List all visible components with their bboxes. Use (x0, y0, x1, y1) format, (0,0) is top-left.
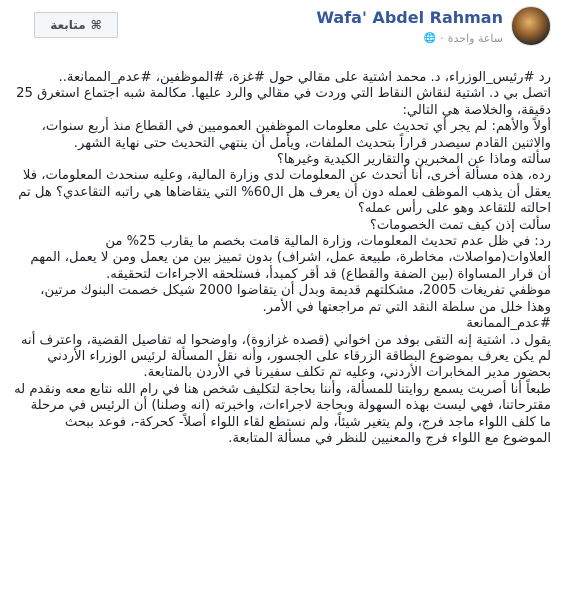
post-line: لم يكن يعرف بموضوع البطاقة الزرقاء على الجسور، وأنه نقل المسألة لرئيس الوزراء الأردني (47, 348, 551, 364)
post-line: ما كلف اللواء ماجد فرج، ولم يتغير شيئاً، ولم نستطع لقاء اللواء أصلاً- كحركة-، فوعد ببحث (64, 414, 551, 430)
post-line: سألت إذن كيف تمت الخصومات؟ (369, 217, 551, 233)
post-line: موظفي تفريغات 2005، مشكلتهم قديمة وبدل أن يتقاضوا 2000 شيكل خصمت البنوك مرتين، (40, 283, 551, 299)
author-name[interactable]: Wafa' Abdel Rahman (316, 8, 503, 27)
post-line: دقيقة، والخلاصة هي التالي: (402, 102, 551, 118)
post-header (0, 0, 565, 62)
post-line: بحضور مدير المخابرات الأردني، وعليه تم تكلف سفيرنا في الأردن بالمتابعة. (143, 365, 551, 381)
post-line: أولاً والأهم: لم يجر أي تحديث على معلومات الموظفين العموميين في القطاع منذ أربع سنوات، (41, 119, 551, 135)
post-line: مقترحاتنا، فهي ليست بهذه السهولة وبحاجة لاجراءات، واخبرته (انه وصلنا) أن الرئيس في مرحلة (30, 398, 551, 414)
rss-icon: ⌘ (90, 18, 102, 32)
meta-separator: · (440, 32, 444, 45)
globe-icon: 🌐 (423, 33, 437, 44)
post-meta (420, 32, 503, 45)
post-line: اتصل بي د. اشتية لنقاش النقاط التي وردت في مقالي والرد عليها. مكالمة شبه اجتماع استغرق 25 (16, 86, 551, 102)
post-line: يقول د. اشتية إنه التقى بوفد من اخواني (قصده غزازوة)، واوضحوا له تفاصيل القضية، واعترف أنه (20, 332, 551, 348)
post-line: رد: في ظل عدم تحديث المعلومات، وزارة المالية قامت بخصم ما يقارب 25% من (105, 234, 551, 250)
post-time[interactable]: ساعة واحدة (447, 32, 503, 45)
avatar[interactable] (511, 6, 551, 46)
post-line: أن قرار المساواة (بين الضفة والقطاع) قد أقر كمبدأ، فستلحقه الاجراءات لتحقيقه. (106, 266, 551, 282)
post-body (12, 70, 551, 447)
post-line: العلاوات(مواصلات، مخاطرة، طبيعة عمل، اشراف) بدون تمييز بين من يعمل ومن لا يعمل، المهم (30, 250, 551, 266)
post-line: رده، هذه مسألة أخرى، أنا أتحدث عن المعلومات لدى وزارة المالية، وعليه سنحدث المعلومات، فلا (22, 168, 551, 184)
post-line: والاثنين القادم سيصدر قراراً بتحديث الملفات، ويأمل أن ينتهي التحديث حتى نهاية الشهر. (73, 135, 551, 151)
post-line: #عدم_الممانعة (466, 316, 551, 332)
post-line: وهذا خلل من سلطة النقد التي تم مراجعتها في الأمر. (262, 299, 551, 315)
post-line: طبعاً أنا أصريت يسمع روايتنا للمسألة، وأننا بحاجة لتكليف شخص هنا في رام الله نتابع معه ونقدم له (14, 381, 551, 397)
follow-button[interactable] (34, 12, 118, 38)
post-line: رد #رئيس_الوزراء، د. محمد اشتية على مقالي حول #غزة، #الموظفين، #عدم_الممانعة.. (58, 70, 551, 85)
follow-label: متابعة (50, 18, 86, 32)
post-line: سألته وماذا عن المخبرين والتقارير الكيدية وغيرها؟ (276, 152, 551, 168)
post-line: يعقل أن يذهب الموظف لعمله دون أن يعرف هل ال60% التي يتقاضاها هي راتبه التقاعدي؟ هل تم (18, 184, 551, 200)
post-line: الموضوع مع اللواء فرج والمعنيين للنظر في مسألة المتابعة. (228, 430, 551, 446)
post-line: احالته للتقاعد وهو على رأس عمله؟ (357, 201, 551, 217)
